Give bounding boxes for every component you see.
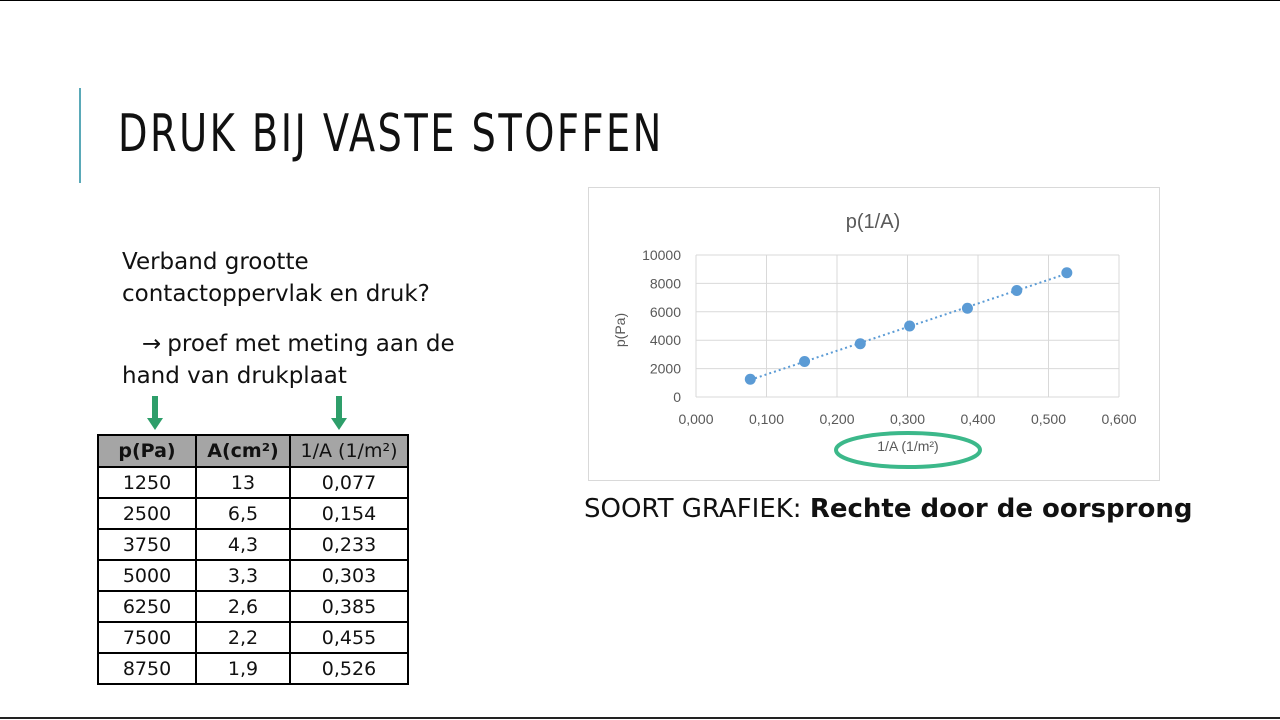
data-points	[745, 267, 1073, 385]
question-text: Verband grootte contactoppervlak en druk?	[122, 249, 430, 307]
chart-title: p(1/A)	[845, 211, 901, 233]
x-tick-label: 0,200	[819, 411, 855, 427]
scatter-chart	[589, 188, 1159, 480]
bottom-rule	[0, 717, 1280, 719]
table-row	[98, 653, 408, 684]
column-header: p(Pa)	[98, 435, 196, 467]
x-axis-ticks	[678, 411, 1136, 427]
down-arrow-icon	[331, 396, 347, 430]
table-row	[98, 560, 408, 591]
table-cell: 6250	[98, 591, 196, 622]
y-tick-label: 10000	[642, 247, 681, 263]
x-axis-label: 1/A (1/m²)	[877, 438, 939, 454]
soort-label: SOORT GRAFIEK:	[584, 494, 802, 524]
table-cell: 0,233	[290, 529, 408, 560]
y-axis-label: p(Pa)	[612, 312, 628, 348]
y-tick-label: 0	[673, 389, 681, 405]
table-cell: 7500	[98, 622, 196, 653]
proef-text	[122, 328, 502, 392]
table-row	[98, 498, 408, 529]
column-header: 1/A (1/m²)	[290, 435, 408, 467]
slide-title: DRUK BIJ VASTE STOFFEN	[118, 104, 664, 164]
table-row	[98, 591, 408, 622]
data-point	[745, 374, 756, 385]
column-header: A(cm²)	[196, 435, 290, 467]
table-cell: 0,526	[290, 653, 408, 684]
table-cell: 2,2	[196, 622, 290, 653]
y-axis-ticks	[642, 247, 681, 405]
table-cell: 0,154	[290, 498, 408, 529]
table-cell: 0,077	[290, 467, 408, 498]
x-tick-label: 0,100	[748, 411, 785, 427]
x-tick-label: 0,000	[678, 411, 714, 427]
data-point	[855, 338, 866, 349]
y-tick-label: 6000	[649, 303, 681, 320]
chart-type-statement	[584, 494, 1192, 524]
table-cell: 2500	[98, 498, 196, 529]
table-cell: 1250	[98, 467, 196, 498]
right-arrow-icon: →	[142, 331, 162, 357]
x-tick-label: 0,500	[1030, 411, 1067, 427]
x-tick-label: 0,400	[960, 411, 996, 427]
table-cell: 6,5	[196, 498, 290, 529]
x-tick-label: 0,300	[889, 411, 926, 427]
data-point	[799, 356, 810, 367]
table-row	[98, 622, 408, 653]
table-cell: 1,9	[196, 653, 290, 684]
data-point	[1061, 267, 1072, 278]
table-row	[98, 467, 408, 498]
y-tick-label: 2000	[649, 360, 681, 377]
data-point	[1011, 285, 1022, 296]
proef-label: proef met meting aan de hand van drukplaat	[122, 331, 455, 389]
table-cell: 0,455	[290, 622, 408, 653]
top-rule	[0, 0, 1280, 1]
table-cell: 5000	[98, 560, 196, 591]
table-cell: 4,3	[196, 529, 290, 560]
table-cell: 8750	[98, 653, 196, 684]
table-cell: 3,3	[196, 560, 290, 591]
table-row	[98, 529, 408, 560]
data-point	[904, 321, 915, 332]
down-arrow-icon	[147, 396, 163, 430]
chart-container	[588, 187, 1160, 481]
table-cell: 2,6	[196, 591, 290, 622]
y-tick-label: 8000	[649, 275, 681, 292]
table-cell: 0,303	[290, 560, 408, 591]
table-cell: 3750	[98, 529, 196, 560]
y-tick-label: 4000	[649, 332, 681, 349]
table-header-row	[98, 435, 408, 467]
table-cell: 13	[196, 467, 290, 498]
soort-value: Rechte door de oorsprong	[809, 494, 1193, 524]
table-cell: 0,385	[290, 591, 408, 622]
x-tick-label: 0,600	[1101, 411, 1137, 427]
title-accent-bar	[79, 88, 81, 183]
data-point	[962, 303, 973, 314]
measurement-table	[97, 434, 409, 685]
